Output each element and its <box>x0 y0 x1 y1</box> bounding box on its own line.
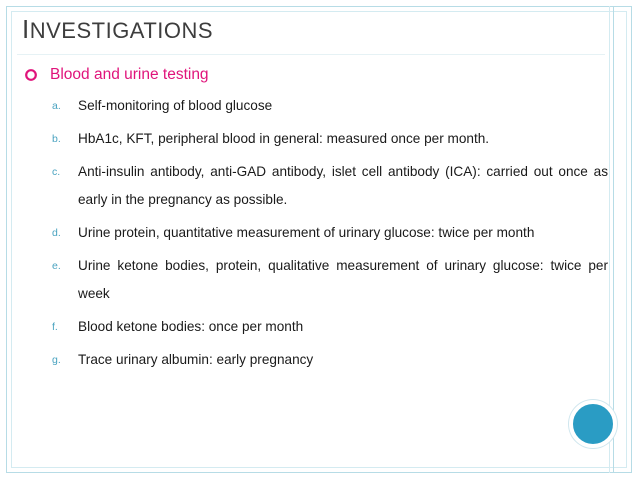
list-item-text: Self-monitoring of blood glucose <box>78 98 273 113</box>
list-item-text: Anti-insulin antibody, anti-GAD antibody, islet cell antibody (ICA): carried out once as early in the pregnancy as possible. <box>78 164 608 207</box>
list-item <box>52 252 608 308</box>
list-item-marker: c. <box>52 166 61 178</box>
list-item-marker: f. <box>52 321 58 333</box>
list-item-text: HbA1c, KFT, peripheral blood in general: measured once per month. <box>78 131 490 146</box>
list-item-text: Blood ketone bodies: once per month <box>78 319 304 334</box>
circle-decoration-icon <box>569 400 617 448</box>
title-rest: NVESTIGATIONS <box>29 18 214 43</box>
sub-item-list <box>52 92 608 379</box>
slide-title <box>22 14 213 45</box>
list-item-text: Trace urinary albumin: early pregnancy <box>78 352 314 367</box>
list-item <box>52 313 608 341</box>
list-item-marker: b. <box>52 133 61 145</box>
list-item-marker: d. <box>52 227 61 239</box>
list-item <box>52 219 608 247</box>
ring-bullet-icon <box>24 68 38 82</box>
list-item <box>52 158 608 214</box>
list-item-text: Urine ketone bodies, protein, qualitative measurement of urinary glucose: twice per week <box>78 258 608 301</box>
list-item-marker: e. <box>52 260 61 272</box>
list-item-marker: g. <box>52 354 61 366</box>
list-item-marker: a. <box>52 100 61 112</box>
title-first-letter: I <box>22 14 30 44</box>
bullet-text: Blood and urine testing <box>50 66 209 83</box>
title-divider <box>17 54 605 55</box>
frame-right-strip-inner <box>609 6 610 473</box>
list-item <box>52 92 608 120</box>
list-item <box>52 125 608 153</box>
frame-right-strip <box>613 6 614 473</box>
main-bullet <box>24 66 209 84</box>
list-item-text: Urine protein, quantitative measurement of urinary glucose: twice per month <box>78 225 535 240</box>
list-item <box>52 346 608 374</box>
